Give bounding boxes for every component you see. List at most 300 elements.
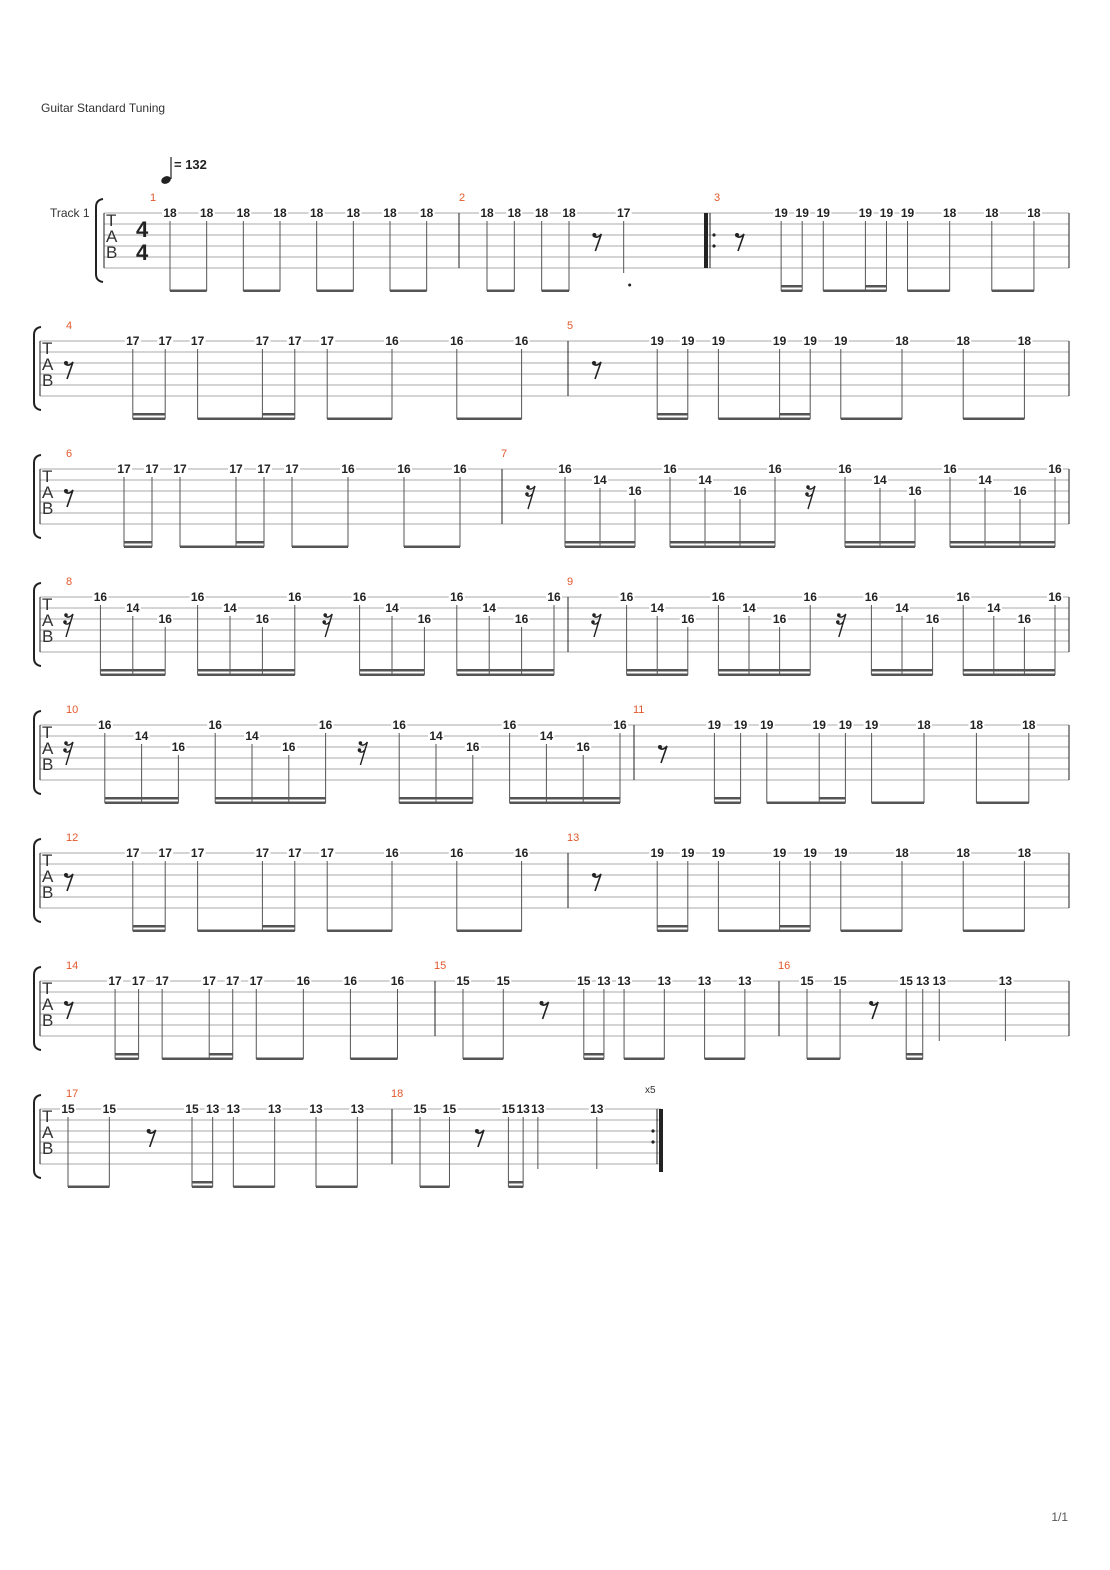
fret-number: 16 <box>397 462 411 476</box>
tab-clef-letter: T <box>42 595 53 614</box>
tab-clef-letter: A <box>42 867 54 886</box>
measure-number: 2 <box>459 192 466 204</box>
fret-number: 19 <box>795 206 809 220</box>
tab-clef-letter: T <box>42 723 53 742</box>
measure-number: 14 <box>66 960 79 972</box>
fret-number: 16 <box>343 974 358 988</box>
beam-primary <box>872 802 924 805</box>
beam-primary <box>162 1058 233 1061</box>
beam-primary <box>350 1058 397 1061</box>
eighth-rest-dot <box>64 873 68 877</box>
repeat-dot <box>651 1140 654 1143</box>
beam-primary <box>908 290 950 293</box>
beam-secondary <box>906 1053 923 1056</box>
beam-primary <box>292 546 348 549</box>
fret-number: 14 <box>245 729 259 743</box>
fret-number: 19 <box>816 206 830 220</box>
fret-number: 13 <box>597 974 611 988</box>
fret-number: 14 <box>698 473 712 487</box>
fret-number: 17 <box>173 462 187 476</box>
tab-clef-letter: B <box>106 243 118 262</box>
measure-number: 8 <box>66 576 73 588</box>
fret-number: 16 <box>803 590 817 604</box>
beam-primary <box>198 418 295 421</box>
beam-primary <box>233 1186 274 1189</box>
beam-primary <box>627 674 688 677</box>
fret-number: 14 <box>429 729 443 743</box>
fret-number: 16 <box>450 590 464 604</box>
sixteenth-rest-dot <box>837 613 841 617</box>
beam-secondary <box>236 541 264 544</box>
beam-primary <box>115 1058 139 1061</box>
repeat-dot <box>712 233 715 236</box>
page-number: 1/1 <box>1051 1510 1068 1524</box>
fret-number: 18 <box>1022 718 1036 732</box>
beam-primary <box>487 290 514 293</box>
sixteenth-rest <box>323 614 332 637</box>
tab-clef-letter: A <box>42 355 54 374</box>
fret-number: 16 <box>341 462 355 476</box>
measure-number: 17 <box>66 1088 79 1100</box>
fret-number: 17 <box>155 974 169 988</box>
beam-primary <box>781 290 802 293</box>
fret-number: 17 <box>255 334 270 348</box>
fret-number: 19 <box>812 718 826 732</box>
fret-number: 19 <box>772 846 787 860</box>
fret-number: 19 <box>681 334 695 348</box>
fret-number: 16 <box>613 718 627 732</box>
beam-primary <box>714 802 740 805</box>
tab-clef-letter: B <box>42 627 54 646</box>
fret-number: 18 <box>956 846 970 860</box>
fret-number: 16 <box>772 612 787 626</box>
fret-number: 14 <box>895 601 909 615</box>
tab-clef-letter: T <box>42 851 53 870</box>
fret-number: 17 <box>249 974 263 988</box>
sixteenth-rest <box>806 486 815 509</box>
fret-number: 17 <box>190 334 205 348</box>
measure-number: 12 <box>66 832 79 844</box>
track-name: Track 1 <box>50 206 90 220</box>
fret-number: 14 <box>650 601 664 615</box>
fret-number: 18 <box>1027 206 1041 220</box>
fret-number: 14 <box>987 601 1001 615</box>
sixteenth-rest-dot <box>64 741 68 745</box>
sixteenth-rest-dot <box>592 613 596 617</box>
fret-number: 16 <box>390 974 405 988</box>
beam-secondary <box>124 541 152 544</box>
sixteenth-rest-dot <box>591 620 595 624</box>
fret-number: 16 <box>385 846 399 860</box>
fret-number: 19 <box>879 206 894 220</box>
sixteenth-rest-dot <box>322 620 326 624</box>
eighth-rest-dot <box>147 1129 151 1133</box>
fret-number: 17 <box>145 462 159 476</box>
beam-secondary <box>115 1053 139 1056</box>
fret-number: 16 <box>663 462 677 476</box>
beam-primary <box>845 546 915 549</box>
fret-number: 17 <box>229 462 243 476</box>
beam-primary <box>657 418 688 421</box>
beam-secondary <box>780 925 811 928</box>
beam-primary <box>823 290 886 293</box>
measure-number: 9 <box>567 576 574 588</box>
beam-primary <box>192 1186 213 1189</box>
beam-primary <box>718 930 810 933</box>
beam-primary <box>243 290 280 293</box>
beam-secondary <box>657 413 688 416</box>
eighth-rest-dot <box>64 361 68 365</box>
beam-primary <box>404 546 460 549</box>
fret-number: 13 <box>267 1102 282 1116</box>
beam-primary <box>100 674 165 677</box>
fret-number: 16 <box>296 974 311 988</box>
sixteenth-rest <box>526 486 535 509</box>
system-bracket <box>96 199 103 282</box>
fret-number: 17 <box>158 846 172 860</box>
beam-primary <box>718 674 810 677</box>
tab-clef-letter: T <box>42 339 53 358</box>
fret-number: 19 <box>650 846 664 860</box>
beam-secondary <box>963 669 1055 672</box>
quarter-note-icon <box>160 175 172 186</box>
sixteenth-rest-dot <box>63 620 67 624</box>
tab-clef-letter: T <box>42 467 53 486</box>
fret-number: 17 <box>288 334 302 348</box>
measure-number: 6 <box>66 448 73 460</box>
fret-number: 16 <box>417 612 432 626</box>
fret-number: 19 <box>681 846 695 860</box>
fret-number: 13 <box>590 1102 604 1116</box>
fret-number: 16 <box>288 590 302 604</box>
tab-clef-letter: A <box>42 483 54 502</box>
fret-number: 16 <box>282 740 296 754</box>
fret-number: 16 <box>255 612 270 626</box>
fret-number: 13 <box>697 974 712 988</box>
fret-number: 18 <box>956 334 970 348</box>
fret-number: 18 <box>969 718 984 732</box>
beam-secondary <box>718 669 810 672</box>
beam-primary <box>807 1058 840 1061</box>
beam-primary <box>963 930 1024 933</box>
fret-number: 19 <box>834 334 848 348</box>
fret-number: 16 <box>1048 590 1062 604</box>
tab-clef-letter: B <box>42 371 54 390</box>
beam-primary <box>705 1058 745 1061</box>
tab-clef-letter: A <box>42 739 54 758</box>
tab-clef-letter: A <box>42 995 54 1014</box>
beam-primary <box>767 802 846 805</box>
beam-primary <box>360 674 425 677</box>
fret-number: 16 <box>628 484 642 498</box>
tab-clef-letter: B <box>42 883 54 902</box>
fret-number: 14 <box>539 729 554 743</box>
sixteenth-rest-dot <box>359 741 363 745</box>
fret-number: 16 <box>208 718 222 732</box>
beam-primary <box>718 418 810 421</box>
sixteenth-rest-dot <box>64 613 68 617</box>
beam-primary <box>256 1058 303 1061</box>
sixteenth-rest <box>358 742 367 765</box>
fret-number: 13 <box>516 1102 530 1116</box>
tuning-label: Guitar Standard Tuning <box>41 101 166 115</box>
fret-number: 17 <box>285 462 299 476</box>
fret-number: 16 <box>171 740 186 754</box>
beam-secondary <box>508 1181 523 1184</box>
fret-number: 16 <box>576 740 590 754</box>
fret-number: 15 <box>833 974 847 988</box>
fret-number: 13 <box>916 974 930 988</box>
measure-number: 7 <box>501 448 508 460</box>
beam-secondary <box>510 797 620 800</box>
sixteenth-rest <box>837 614 846 637</box>
beam-primary <box>133 930 165 933</box>
fret-number: 17 <box>190 846 205 860</box>
repeat-dot <box>651 1129 654 1132</box>
beam-secondary <box>950 541 1055 544</box>
repeat-count: x5 <box>645 1085 656 1096</box>
beam-primary <box>198 930 295 933</box>
fret-number: 19 <box>711 334 726 348</box>
beam-secondary <box>780 413 811 416</box>
fret-number: 14 <box>742 601 756 615</box>
fret-number: 18 <box>507 206 522 220</box>
fret-number: 16 <box>1013 484 1027 498</box>
fret-number: 19 <box>733 718 748 732</box>
eighth-rest-dot <box>735 233 739 237</box>
beam-secondary <box>781 285 802 288</box>
sixteenth-rest <box>64 614 73 637</box>
beam-primary <box>542 290 569 293</box>
beam-primary <box>841 930 902 933</box>
beam-secondary <box>670 541 775 544</box>
fret-number: 16 <box>352 590 367 604</box>
eighth-rest-dot <box>592 233 596 237</box>
fret-number: 18 <box>273 206 287 220</box>
fret-number: 18 <box>383 206 397 220</box>
fret-number: 13 <box>617 974 631 988</box>
fret-number: 14 <box>593 473 607 487</box>
beam-secondary <box>262 925 294 928</box>
beam-primary <box>657 930 688 933</box>
tab-clef-letter: B <box>42 1011 54 1030</box>
eighth-rest-dot <box>64 1001 68 1005</box>
fret-number: 19 <box>864 718 879 732</box>
fret-number: 19 <box>858 206 873 220</box>
sixteenth-rest-dot <box>526 485 530 489</box>
fret-number: 19 <box>707 718 722 732</box>
beam-primary <box>327 930 392 933</box>
beam-primary <box>198 674 295 677</box>
fret-number: 18 <box>942 206 957 220</box>
beam-primary <box>463 1058 503 1061</box>
fret-number: 18 <box>346 206 361 220</box>
fret-number: 16 <box>453 462 467 476</box>
fret-number: 15 <box>496 974 510 988</box>
fret-number: 17 <box>126 846 140 860</box>
beam-secondary <box>657 925 688 928</box>
fret-number: 16 <box>864 590 879 604</box>
beam-primary <box>180 546 264 549</box>
fret-number: 16 <box>514 612 529 626</box>
measure-number: 18 <box>391 1088 404 1100</box>
beam-primary <box>670 546 775 549</box>
measure-number: 3 <box>714 192 721 204</box>
fret-number: 19 <box>803 846 817 860</box>
eighth-rest-dot <box>475 1129 479 1133</box>
fret-number: 15 <box>899 974 913 988</box>
fret-number: 16 <box>681 612 695 626</box>
beam-secondary <box>209 1053 233 1056</box>
sixteenth-rest-dot <box>805 492 809 496</box>
dotted-note-dot <box>628 284 631 287</box>
beam-primary <box>624 1058 664 1061</box>
beam-secondary <box>215 797 325 800</box>
beam-primary <box>992 290 1034 293</box>
eighth-rest-dot <box>658 745 662 749</box>
fret-number: 14 <box>223 601 237 615</box>
fret-number: 17 <box>257 462 271 476</box>
beam-primary <box>457 418 522 421</box>
eighth-rest-dot <box>592 873 596 877</box>
beam-primary <box>871 674 932 677</box>
beam-primary <box>124 546 152 549</box>
fret-number: 14 <box>978 473 992 487</box>
fret-number: 18 <box>1017 334 1032 348</box>
fret-number: 18 <box>1017 846 1032 860</box>
fret-number: 19 <box>774 206 788 220</box>
fret-number: 19 <box>838 718 853 732</box>
beam-primary <box>390 290 427 293</box>
fret-number: 14 <box>873 473 887 487</box>
fret-number: 14 <box>126 601 140 615</box>
beam-primary <box>584 1058 604 1061</box>
beam-secondary <box>565 541 635 544</box>
beam-secondary <box>845 541 915 544</box>
fret-number: 18 <box>309 206 324 220</box>
repeat-end-thick-bar <box>659 1109 663 1172</box>
sixteenth-rest <box>64 742 73 765</box>
fret-number: 16 <box>711 590 726 604</box>
fret-number: 16 <box>547 590 561 604</box>
fret-number: 17 <box>288 846 302 860</box>
beam-primary <box>963 674 1055 677</box>
fret-number: 18 <box>895 334 909 348</box>
fret-number: 15 <box>577 974 591 988</box>
sixteenth-rest-dot <box>323 613 327 617</box>
eighth-rest-dot <box>64 489 68 493</box>
beam-primary <box>420 1186 449 1189</box>
fret-number: 18 <box>199 206 214 220</box>
beam-primary <box>105 802 179 805</box>
measure-number: 13 <box>567 832 580 844</box>
repeat-dot <box>712 244 715 247</box>
beam-secondary <box>133 413 165 416</box>
beam-primary <box>399 802 473 805</box>
fret-number: 18 <box>163 206 177 220</box>
measure-number: 16 <box>778 960 791 972</box>
fret-number: 16 <box>158 612 172 626</box>
fret-number: 18 <box>419 206 434 220</box>
fret-number: 16 <box>908 484 922 498</box>
fret-number: 16 <box>514 846 529 860</box>
beam-secondary <box>865 285 886 288</box>
fret-number: 16 <box>514 334 529 348</box>
beam-primary <box>68 1186 109 1189</box>
beam-primary <box>317 290 354 293</box>
fret-number: 18 <box>562 206 576 220</box>
fret-number: 14 <box>134 729 149 743</box>
fret-number: 15 <box>800 974 814 988</box>
eighth-rest-dot <box>592 361 596 365</box>
fret-number: 17 <box>226 974 240 988</box>
fret-number: 13 <box>932 974 946 988</box>
beam-secondary <box>360 669 425 672</box>
fret-number: 16 <box>558 462 572 476</box>
fret-number: 13 <box>998 974 1013 988</box>
fret-number: 15 <box>501 1102 516 1116</box>
fret-number: 18 <box>480 206 494 220</box>
fret-number: 13 <box>738 974 752 988</box>
sixteenth-rest-dot <box>525 492 529 496</box>
beam-secondary <box>262 413 294 416</box>
beam-primary <box>457 930 522 933</box>
fret-number: 18 <box>985 206 999 220</box>
fret-number: 17 <box>320 846 334 860</box>
beam-primary <box>841 418 902 421</box>
fret-number: 17 <box>616 206 631 220</box>
measure-number: 1 <box>150 192 157 204</box>
repeat-start-thick-bar <box>704 213 708 268</box>
fret-number: 16 <box>1048 462 1062 476</box>
fret-number: 15 <box>185 1102 199 1116</box>
beam-secondary <box>871 669 932 672</box>
beam-primary <box>906 1058 923 1061</box>
fret-number: 16 <box>1017 612 1032 626</box>
beam-secondary <box>399 797 473 800</box>
beam-secondary <box>627 669 688 672</box>
fret-number: 18 <box>895 846 909 860</box>
beam-primary <box>457 674 554 677</box>
fret-number: 17 <box>320 334 334 348</box>
fret-number: 16 <box>768 462 782 476</box>
beam-primary <box>327 418 392 421</box>
fret-number: 16 <box>925 612 940 626</box>
fret-number: 19 <box>834 846 848 860</box>
fret-number: 13 <box>205 1102 220 1116</box>
fret-number: 16 <box>619 590 634 604</box>
beam-secondary <box>457 669 554 672</box>
sixteenth-rest-dot <box>358 748 362 752</box>
fret-number: 17 <box>108 974 122 988</box>
tab-clef-letter: A <box>42 1123 54 1142</box>
beam-primary <box>215 802 325 805</box>
fret-number: 16 <box>392 718 406 732</box>
fret-number: 18 <box>236 206 251 220</box>
measure-number: 4 <box>66 320 73 332</box>
fret-number: 18 <box>534 206 549 220</box>
fret-number: 16 <box>466 740 480 754</box>
beam-secondary <box>584 1053 604 1056</box>
fret-number: 17 <box>117 462 131 476</box>
fret-number: 14 <box>482 601 496 615</box>
beam-primary <box>510 802 620 805</box>
fret-number: 19 <box>711 846 726 860</box>
eighth-rest-dot <box>540 1001 544 1005</box>
fret-number: 16 <box>733 484 747 498</box>
tab-clef-letter: B <box>42 755 54 774</box>
beam-primary <box>976 802 1028 805</box>
